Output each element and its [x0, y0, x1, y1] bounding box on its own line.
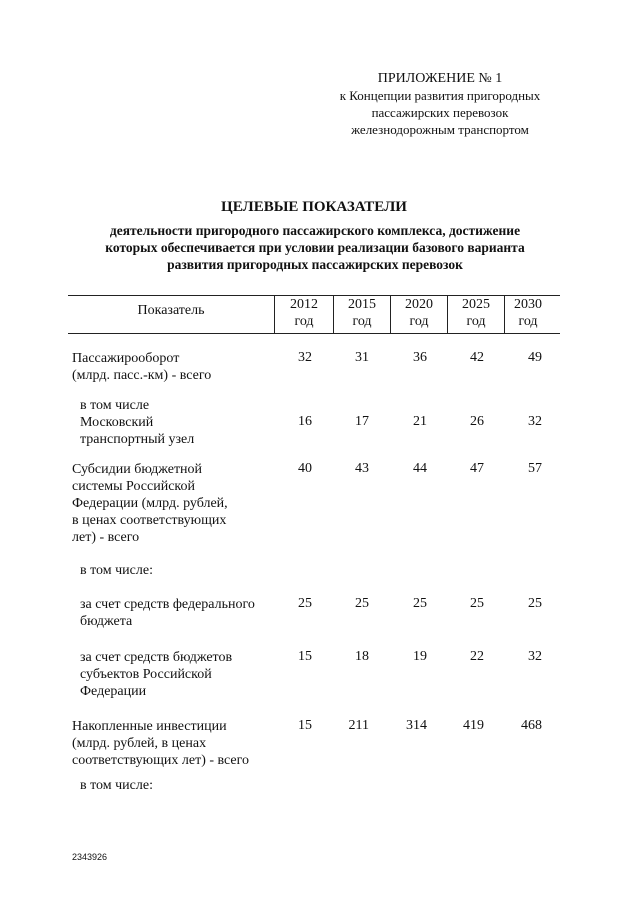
- table-row-label: [80, 596, 255, 630]
- table-cell: 25: [413, 596, 427, 611]
- label-line: в ценах соответствующих: [72, 513, 227, 528]
- label-line: в том числе: [80, 398, 150, 413]
- year-unit: год: [352, 314, 372, 329]
- header-year-2030: [500, 296, 556, 330]
- label-line: Субсидии бюджетной: [72, 462, 203, 477]
- table-header-rule: [68, 333, 560, 334]
- table-cell: 49: [528, 350, 542, 365]
- label-line: за счет средств бюджетов: [80, 650, 233, 665]
- page-title: ЦЕЛЕВЫЕ ПОКАЗАТЕЛИ: [221, 199, 407, 215]
- table-row-label: [80, 649, 232, 700]
- appendix-block: [280, 70, 600, 138]
- table-cell: 419: [463, 718, 484, 733]
- table-cell: 18: [355, 649, 369, 664]
- table-cell: 25: [470, 596, 484, 611]
- table-cell: 15: [298, 649, 312, 664]
- table-row-label: [80, 777, 153, 794]
- label-line: Федерации (млрд. рублей,: [72, 496, 228, 511]
- appendix-title: ПРИЛОЖЕНИЕ № 1: [377, 71, 503, 86]
- table-cell: 44: [413, 461, 427, 476]
- label-line: системы Российской: [72, 479, 196, 494]
- appendix-line: пассажирских перевозок: [371, 105, 509, 120]
- label-line: лет) - всего: [72, 530, 140, 545]
- header-year-2015: [334, 296, 390, 330]
- label-line: субъектов Российской: [80, 667, 212, 682]
- table-cell: 21: [413, 414, 427, 429]
- document-number: 2343926: [72, 852, 108, 862]
- column-divider: [274, 295, 275, 333]
- appendix-line: железнодорожным транспортом: [351, 122, 529, 137]
- table-cell: 17: [355, 414, 369, 429]
- year-unit: год: [466, 314, 486, 329]
- table-cell: 31: [355, 350, 369, 365]
- table-cell: 211: [348, 718, 369, 733]
- table-cell: 42: [470, 350, 484, 365]
- table-cell: 57: [528, 461, 542, 476]
- label-line: в том числе:: [80, 563, 153, 578]
- label-line: соответствующих лет) - всего: [72, 753, 250, 768]
- header-indicator-label: Показатель: [137, 303, 205, 318]
- table-cell: 19: [413, 649, 427, 664]
- table-cell: 32: [298, 350, 312, 365]
- appendix-line: к Концепции развития пригородных: [339, 88, 541, 103]
- table-cell: 16: [298, 414, 312, 429]
- label-line: Пассажирооборот: [72, 351, 180, 366]
- table-cell: 32: [528, 414, 542, 429]
- table-row-label: [72, 718, 249, 769]
- label-line: за счет средств федерального: [80, 597, 255, 612]
- table-row-label: [72, 461, 228, 546]
- table-cell: 47: [470, 461, 484, 476]
- table-cell: 40: [298, 461, 312, 476]
- label-line: транспортный узел: [80, 432, 195, 447]
- table-row-label: [80, 562, 153, 579]
- subtitle-line: деятельности пригородного пассажирского комплекса, достижение: [109, 223, 521, 238]
- label-line: Накопленные инвестиции: [72, 719, 227, 734]
- year-unit: год: [518, 314, 538, 329]
- label-line: (млрд. рублей, в ценах: [72, 736, 207, 751]
- table-cell: 25: [355, 596, 369, 611]
- year-label: 2025: [462, 297, 490, 312]
- table-cell: 32: [528, 649, 542, 664]
- year-label: 2030: [514, 297, 542, 312]
- table-cell: 25: [528, 596, 542, 611]
- label-line: в том числе:: [80, 778, 153, 793]
- table-cell: 468: [521, 718, 542, 733]
- label-line: Московский: [80, 415, 154, 430]
- header-year-2025: [448, 296, 504, 330]
- year-label: 2020: [405, 297, 433, 312]
- table-cell: 36: [413, 350, 427, 365]
- year-unit: год: [409, 314, 429, 329]
- table-cell: 25: [298, 596, 312, 611]
- year-unit: год: [294, 314, 314, 329]
- year-label: 2015: [348, 297, 376, 312]
- label-line: (млрд. пасс.-км) - всего: [72, 368, 212, 383]
- table-row-label: [72, 350, 211, 384]
- page-subtitle: [70, 222, 560, 273]
- subtitle-line: которых обеспечивается при условии реализации базового варианта: [105, 240, 525, 255]
- subtitle-line: развития пригородных пассажирских перевозок: [167, 257, 463, 272]
- table-cell: 314: [406, 718, 427, 733]
- header-year-2020: [391, 296, 447, 330]
- year-label: 2012: [290, 297, 318, 312]
- table-cell: 22: [470, 649, 484, 664]
- table-cell: 15: [298, 718, 312, 733]
- header-year-2012: [276, 296, 332, 330]
- table-cell: 26: [470, 414, 484, 429]
- table-cell: 43: [355, 461, 369, 476]
- label-line: бюджета: [80, 614, 133, 629]
- label-line: Федерации: [80, 684, 147, 699]
- table-row-label: [80, 397, 194, 448]
